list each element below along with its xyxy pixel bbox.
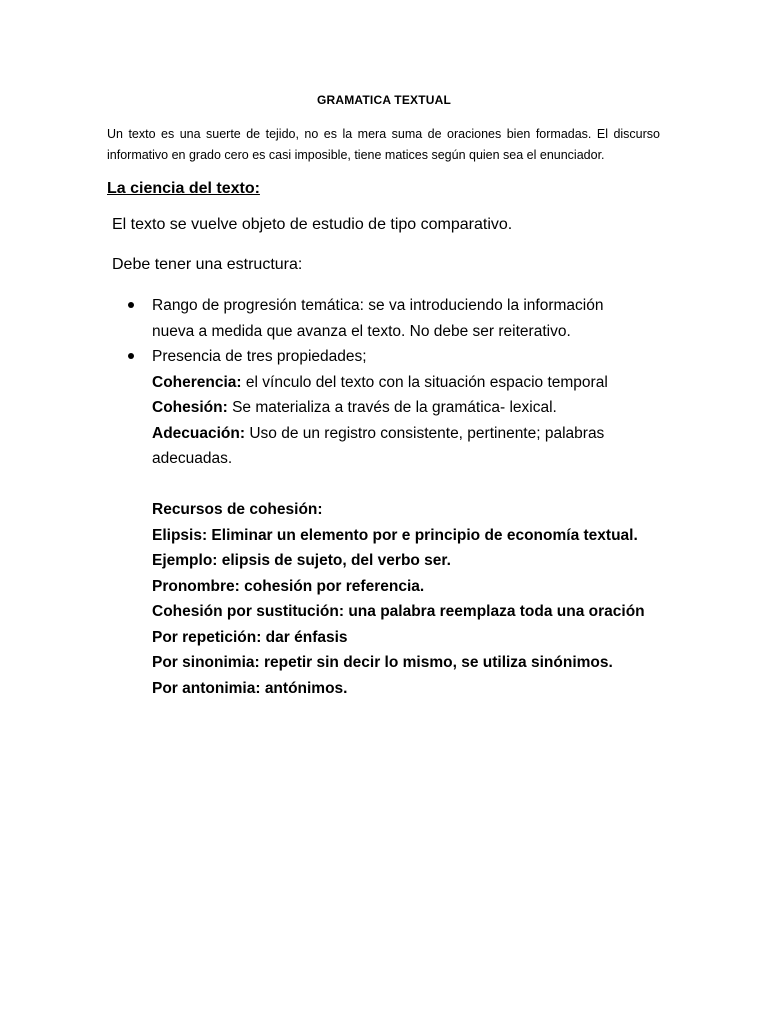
intro-paragraph: Un texto es una suerte de tejido, no es la mera suma de oraciones bien formadas. El discurso informativo en grado cero es casi imposible, tiene matices según quien sea el enunciador. (107, 127, 660, 162)
property-term: Coherencia: (152, 373, 242, 391)
bullet-item-thematic-progression (128, 293, 648, 344)
resource-line: Elipsis: Eliminar un elemento por e principio de economía textual. (152, 526, 638, 544)
bullet-dot-icon (128, 302, 134, 308)
document-title: GRAMATICA TEXTUAL (316, 93, 452, 107)
bullet-dot-icon (128, 353, 134, 359)
property-term: Cohesión: (152, 399, 228, 416)
property-cohesion (152, 395, 648, 421)
resource-line: Por repetición: dar énfasis (152, 628, 348, 646)
resource-line: Por antonimia: antónimos. (152, 679, 348, 697)
paragraph-structure: Debe tener una estructura: (112, 256, 303, 273)
property-description: Se materializa a través de la gramática- lexical. (227, 399, 557, 416)
property-coherencia (152, 370, 648, 396)
cohesion-resources (152, 497, 672, 701)
section-heading: La ciencia del texto: (107, 180, 260, 197)
resources-heading: Recursos de cohesión: (152, 501, 323, 518)
property-description: el vínculo del texto con la situación espacio temporal (241, 373, 608, 391)
bullet-item-properties (128, 344, 648, 472)
resource-line: Por sinonimia: repetir sin decir lo mismo, se utiliza sinónimos. (152, 654, 613, 671)
property-adecuacion (152, 421, 648, 472)
bullet-text: Presencia de tres propiedades; (152, 348, 367, 365)
resource-line: Ejemplo: elipsis de sujeto, del verbo ser. (152, 552, 451, 569)
property-term: Adecuación: (152, 424, 246, 442)
paragraph-study: El texto se vuelve objeto de estudio de tipo comparativo. (112, 216, 513, 233)
property-description: Uso de un registro consistente, pertinente; palabras adecuadas. (152, 424, 605, 467)
resource-line: Cohesión por sustitución: una palabra reemplaza toda una oración (152, 603, 645, 620)
bullet-list (128, 293, 648, 472)
resource-line: Pronombre: cohesión por referencia. (152, 577, 425, 595)
bullet-text: Rango de progresión temática: se va introduciendo la información nueva a medida que avanza el texto. No debe ser reiterativo. (152, 297, 604, 340)
